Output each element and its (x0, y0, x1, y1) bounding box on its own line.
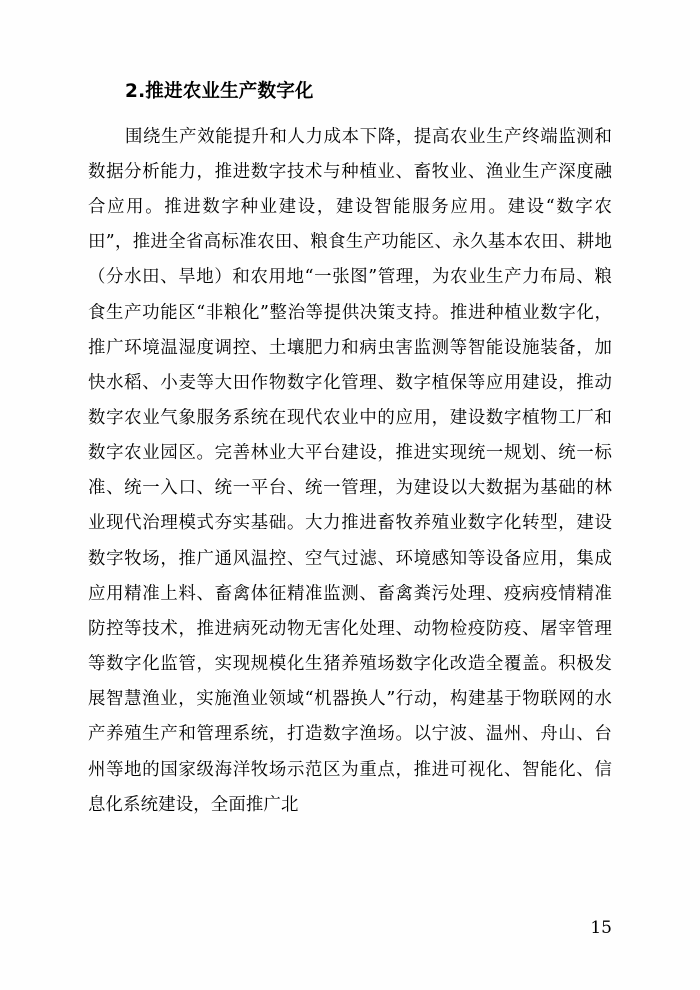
section-heading: 2.推进农业生产数字化 (125, 81, 314, 102)
page-number: 15 (590, 918, 612, 938)
body-paragraph: 围绕生产效能提升和人力成本下降，提高农业生产终端监测和数据分析能力，推进数字技术与种植业、畜牧业、渔业生产深度融合应用。推进数字种业建设，建设智能服务应用。建设“数字农田”，推进全省高标准农田、粮食生产功能区、永久基本农田、耕地（分水田、旱地）和农用地“一张图”管理，为农业生产力布局、粮食生产功能区“非粮化”整治等提供决策支持。推进种植业数字化，推广环境温湿度调控、土壤肥力和病虫害监测等智能设施装备，加快水稻、小麦等大田作物数字化管理、数字植保等应用建设，推动数字农业气象服务系统在现代农业中的应用，建设数字植物工厂和数字农业园区。完善林业大平台建设，推进实现统一规划、统一标准、统一入口、统一平台、统一管理，为建设以大数据为基础的林业现代治理模式夯实基础。大力推进畜牧养殖业数字化转型，建设数字牧场，推广通风温控、空气过滤、环境感知等设备应用，集成应用精准上料、畜禽体征精准监测、畜禽粪污处理、疫病疫情精准防控等技术，推进病死动物无害化处理、动物检疫防疫、屠宰管理等数字化监管，实现规模化生猪养殖场数字化改造全覆盖。积极发展智慧渔业，实施渔业领域“机器换人”行动，构建基于物联网的水产养殖生产和管理系统，打造数字渔场。以宁波、温州、舟山、台州等地的国家级海洋牧场示范区为重点，推进可视化、智能化、信息化系统建设，全面推广北 (88, 126, 612, 815)
